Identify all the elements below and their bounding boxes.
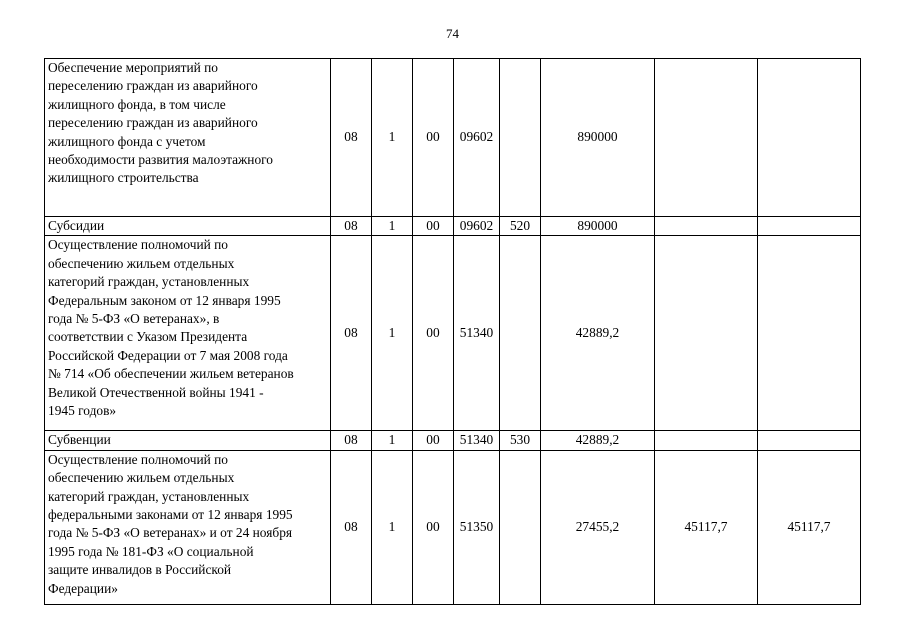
- expense-type-code: [500, 450, 541, 604]
- amount-year-2: [655, 431, 758, 450]
- amount-year-3: [758, 431, 861, 450]
- direction-code: 51350: [454, 450, 500, 604]
- program-code: 1: [372, 431, 413, 450]
- page-number: 74: [446, 26, 459, 41]
- budget-table: [44, 58, 861, 605]
- program-code: 1: [372, 450, 413, 604]
- expense-type-code: [500, 236, 541, 431]
- section-code: 08: [331, 217, 372, 236]
- amount-year-1: 890000: [541, 59, 655, 217]
- amount-year-2: [655, 59, 758, 217]
- section-code: 08: [331, 236, 372, 431]
- direction-code: 51340: [454, 431, 500, 450]
- section-code: 08: [331, 59, 372, 217]
- row-description: Субвенции: [45, 431, 331, 450]
- program-code: 1: [372, 217, 413, 236]
- subprogram-code: 00: [413, 217, 454, 236]
- program-code: 1: [372, 236, 413, 431]
- expense-type-code: 530: [500, 431, 541, 450]
- section-code: 08: [331, 431, 372, 450]
- amount-year-1: 27455,2: [541, 450, 655, 604]
- subprogram-code: 00: [413, 59, 454, 217]
- amount-year-3: [758, 217, 861, 236]
- table-row: [45, 236, 861, 431]
- row-description: Осуществление полномочий по обеспечению жильем отдельных категорий граждан, установленных Федеральным законом от 12 января 1995 года № 5-ФЗ «О ветеранах», в соответствии с Указом Президента Российской Федерации от 7 мая 2008 года № 714 «Об обеспечении жильем ветеранов Великой Отечественной войны 1941 - 1945 годов»: [45, 236, 331, 431]
- amount-year-3: [758, 236, 861, 431]
- amount-year-1: 42889,2: [541, 236, 655, 431]
- program-code: 1: [372, 59, 413, 217]
- section-code: 08: [331, 450, 372, 604]
- direction-code: 09602: [454, 217, 500, 236]
- amount-year-2: [655, 217, 758, 236]
- amount-year-1: 890000: [541, 217, 655, 236]
- amount-year-2: [655, 236, 758, 431]
- subprogram-code: 00: [413, 450, 454, 604]
- amount-year-1: 42889,2: [541, 431, 655, 450]
- table-row: [45, 59, 861, 217]
- expense-type-code: 520: [500, 217, 541, 236]
- table-row: [45, 450, 861, 604]
- amount-year-3: 45117,7: [758, 450, 861, 604]
- direction-code: 09602: [454, 59, 500, 217]
- row-description: Осуществление полномочий по обеспечению жильем отдельных категорий граждан, установленных федеральными законами от 12 января 1995 года № 5-ФЗ «О ветеранах» и от 24 ноября 1995 года № 181-ФЗ «О социальной защите инвалидов в Российской Федерации»: [45, 450, 331, 604]
- amount-year-2: 45117,7: [655, 450, 758, 604]
- row-description: Субсидии: [45, 217, 331, 236]
- row-description: Обеспечение мероприятий по переселению граждан из аварийного жилищного фонда, в том числе переселению граждан из аварийного жилищного фонда с учетом необходимости развития малоэтажного жилищного строительства: [45, 59, 331, 217]
- expense-type-code: [500, 59, 541, 217]
- table-row: [45, 431, 861, 450]
- table-body: [45, 59, 861, 605]
- amount-year-3: [758, 59, 861, 217]
- direction-code: 51340: [454, 236, 500, 431]
- table-row: [45, 217, 861, 236]
- subprogram-code: 00: [413, 236, 454, 431]
- subprogram-code: 00: [413, 431, 454, 450]
